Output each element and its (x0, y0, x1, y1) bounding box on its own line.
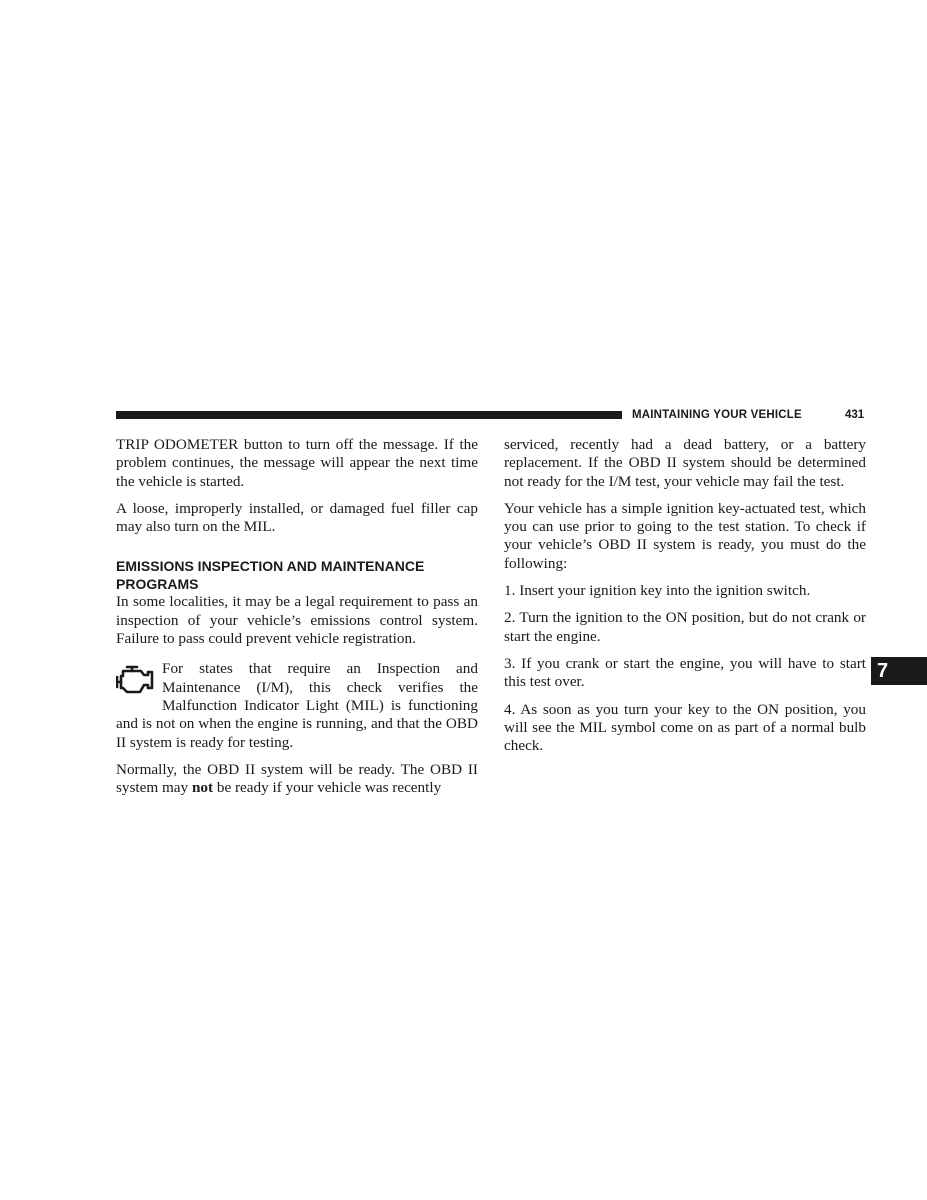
paragraph: In some localities, it may be a legal requirement to pass an inspection of your vehicle’s emissions control system. Failure to pass could prevent vehicle registration. (116, 593, 478, 648)
paragraph: A loose, improperly installed, or damaged fuel filler cap may also turn on the MIL. (116, 499, 478, 536)
step-3: 3. If you crank or start the engine, you will have to start this test over. (504, 654, 866, 691)
section-heading: EMISSIONS INSPECTION AND MAINTENANCE PROGRAMS (116, 558, 425, 593)
left-column (116, 436, 478, 806)
section-title: MAINTAINING YOUR VEHICLE (632, 409, 802, 421)
paragraph: Normally, the OBD II system will be ready. The OBD II system may not be ready if your vehicle was recently (116, 760, 478, 797)
header-rule (116, 411, 622, 419)
step-2: 2. Turn the ignition to the ON position, but do not crank or start the engine. (504, 609, 866, 645)
paragraph: serviced, recently had a dead battery, or a battery replacement. If the OBD II system should be determined not ready for the I/M test, your vehicle may fail the test. (504, 436, 866, 490)
step-1: 1. Insert your ignition key into the ignition switch. (504, 582, 811, 600)
page-number: 431 (845, 409, 865, 421)
chapter-tab: 7 (871, 657, 927, 685)
right-column (504, 436, 866, 764)
paragraph: Your vehicle has a simple ignition key-actuated test, which you can use prior to going to the test station. To check if your vehicle’s OBD II system is ready, you must do the following: (504, 499, 866, 572)
bold-not: not (191, 779, 214, 797)
step-4: 4. As soon as you turn your key to the ON position, you will see the MIL symbol come on as part of a normal bulb check. (504, 700, 866, 755)
mil-text: For states that require an Inspection and Maintenance (I/M), this check verifies the Malfunction Indicator Light (MIL) is functioning and is not on when the engine is running, and that the OBD II system is ready for testing. (116, 660, 478, 751)
mil-paragraph (116, 660, 478, 751)
check-engine-icon (116, 663, 154, 697)
paragraph: TRIP ODOMETER button to turn off the message. If the problem continues, the message will appear the next time the vehicle is started. (116, 436, 478, 490)
